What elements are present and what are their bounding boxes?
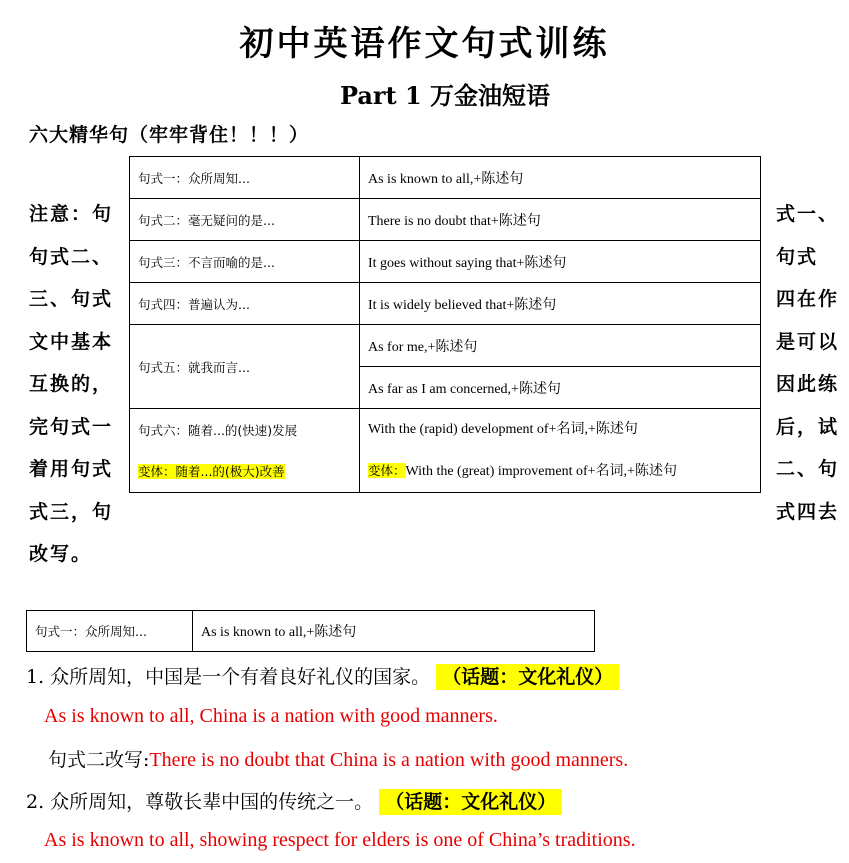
left-note-line: 着用句式 [29,458,114,480]
left-note-line: 注意：句 [29,203,114,225]
topic-badge: （话题：文化礼仪） [436,664,619,690]
table-row [130,409,761,493]
right-note-line: 式一、 [776,203,840,225]
pattern-en: As is known to all,+陈述句 [360,157,761,199]
left-note-line: 句式二、 [29,245,114,268]
left-note-line: 文中基本 [29,330,114,353]
pattern-en: It goes without saying that+陈述句 [360,241,761,283]
pattern-cn: 句式四：普遍认为... [130,283,360,325]
pattern-en: As for me,+陈述句 [360,325,761,367]
pattern-cn: 句式一：众所周知... [130,157,360,199]
pattern-cn: 句式二：毫无疑问的是... [130,199,360,241]
right-note [776,193,846,533]
left-note [29,193,121,576]
exercise-text: 2. 众所周知，尊敬长辈中国的传统之一。 [26,791,374,813]
pattern-cn-main: 句式六：随着...的(快速)发展 [138,422,298,438]
rewrite-label: 句式二改写: [48,749,150,771]
exercise-answer: As is known to all, showing respect for elders is one of China’s traditions. [44,829,636,851]
exercise-rewrite [48,745,628,772]
right-note-line: 式四去 [776,500,840,523]
pattern-cn [130,409,360,493]
right-note-line: 是可以 [776,330,840,353]
pattern-en: There is no doubt that+陈述句 [360,199,761,241]
pattern-en-main: With the (rapid) development of+名词,+陈述句 [368,422,638,437]
exercise-prompt [26,787,562,814]
right-note-line: 二、句 [776,458,840,480]
rewrite-text: There is no doubt that China is a nation with good manners. [149,749,629,771]
left-note-line: 改写。 [29,543,93,565]
table-row [130,157,761,199]
practice-pattern-table [26,610,595,652]
exercise-text: 1. 众所周知，中国是一个有着良好礼仪的国家。 [26,666,431,688]
table-row [130,199,761,241]
page-subtitle: Part 1 万金油短语 [339,81,551,110]
right-note-line: 四在作 [776,288,840,310]
table-row [130,325,761,367]
left-note-line: 互换的， [29,373,114,395]
pattern-en-alt: As far as I am concerned,+陈述句 [360,367,761,409]
table-row [130,283,761,325]
right-note-line: 后，试 [776,415,840,438]
sentence-pattern-table [129,156,761,493]
pattern-en: It is widely believed that+陈述句 [360,283,761,325]
variant-label: 变体： [368,463,406,478]
right-note-line: 句式 [776,245,819,268]
right-note-line: 因此练 [776,373,840,395]
exercise-answer: As is known to all, China is a nation with good manners. [44,705,498,727]
left-note-line: 三、句式 [29,288,114,310]
pattern-cn-variant: 变体：随着...的(极大)改善 [138,463,285,479]
pattern-cn: 句式三：不言而喻的是... [130,241,360,283]
topic-badge: （话题：文化礼仪） [379,789,562,815]
pattern-en: As is known to all,+陈述句 [193,611,595,652]
exercise-prompt [26,662,619,689]
table-row [27,611,595,652]
pattern-en-variant: With the (great) improvement of+名词,+陈述句 [405,464,677,479]
pattern-cn: 句式一：众所周知... [27,611,193,652]
table-row [130,241,761,283]
left-note-line: 式三，句 [29,500,114,523]
pattern-cn: 句式五：就我而言... [130,325,360,409]
pattern-en [360,409,761,493]
left-note-line: 完句式一 [29,415,114,438]
page-title: 初中英语作文句式训练 [239,24,610,64]
section-heading: 六大精华句（牢牢背住！！！） [29,124,310,146]
